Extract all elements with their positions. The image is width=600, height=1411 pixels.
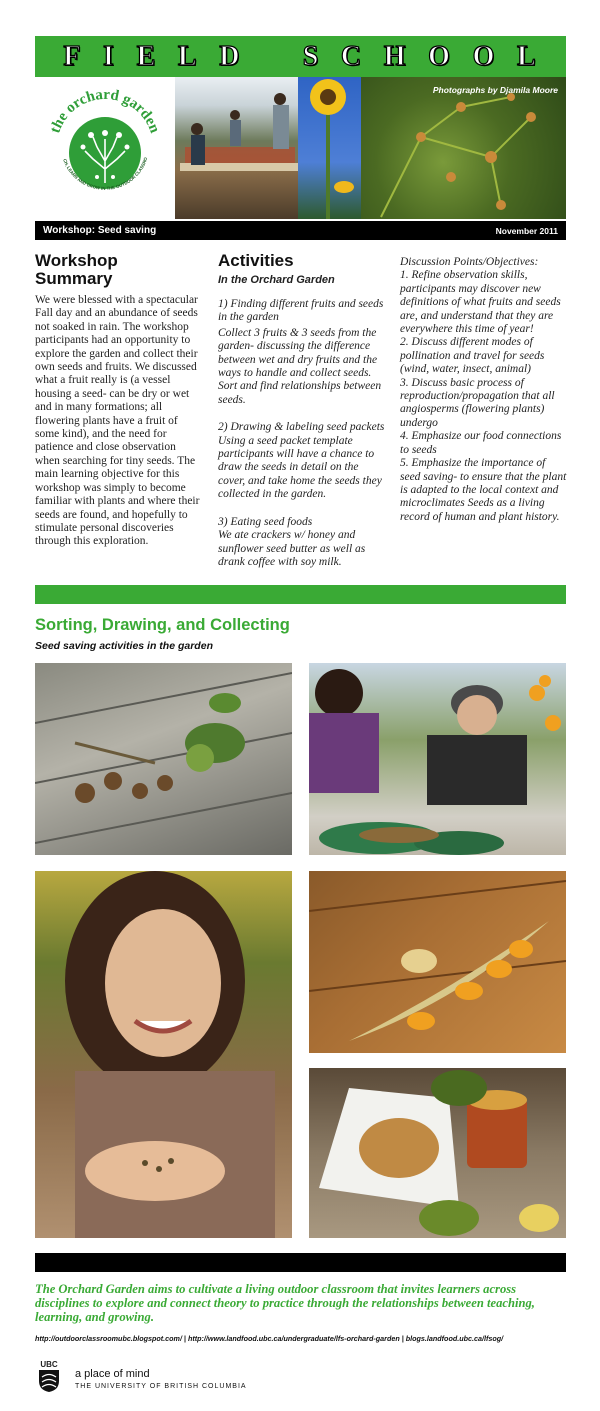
discussion-point-1: 1. Refine observation skills, participants may discover new definitions of what fruits and seeds are, and understand that they are everywhere this time of year!	[400, 269, 561, 336]
activities-heading: Activities	[218, 251, 294, 270]
title-bar	[35, 36, 566, 77]
activities-subheading: In the Orchard Garden	[218, 274, 335, 286]
ubc-slogan: a place of mind	[75, 1368, 150, 1380]
mission-statement: The Orchard Garden aims to cultivate a living outdoor classroom that invites learners across disciplines to explore and connect theory to practice through the relationships between teaching, learning, and growing.	[35, 1282, 535, 1324]
discussion-column	[400, 256, 568, 524]
orchard-garden-logo	[35, 77, 175, 219]
sunflower-photo	[298, 77, 361, 219]
ubc-name: THE UNIVERSITY OF BRITISH COLUMBIA	[75, 1383, 247, 1390]
logo-tagline: CH, LEARN AND GROW IN THE OUTDOOR CLASSRO	[62, 156, 149, 191]
issue-date: November 2011	[495, 225, 558, 236]
seeds-on-table-photo	[35, 663, 292, 855]
activity-3: 3) Eating seed foods We ate crackers w/ honey and sunflower seed butter as well as drank coffee with soy milk.	[218, 515, 366, 568]
ubc-signature	[35, 1360, 247, 1398]
summary-heading: Workshop Summary	[35, 251, 118, 288]
discussion-point-5: 5. Emphasize the importance of seed saving- to ensure that the plant is adapted to the local context and microclimates Seeds as a living record of human and plant history.	[400, 457, 567, 523]
gallery-title: Sorting, Drawing, and Collecting	[35, 616, 290, 634]
activity-1: 1) Finding different fruits and seeds in the garden Collect 3 fruits & 3 seeds from the garden- discussing the difference between wet and dry fruits and the ways to handle and collect seeds. Sort and find relationships between seeds.	[218, 298, 384, 406]
green-divider	[35, 585, 566, 604]
discussion-point-3: 3. Discuss basic process of reproduction/propagation that all angiosperms (flowering plants) undergo	[400, 376, 555, 429]
footer-links[interactable]: http://outdoorclassroomubc.blogspot.com/ | http://www.landfood.ubc.ca/undergraduate/lfs-orchard-garden | blogs.landfood.ubc.ca/lfsog/	[35, 1334, 504, 1343]
gallery-subtitle: Seed saving activities in the garden	[35, 640, 213, 652]
workshop-label: Workshop: Seed saving	[43, 225, 157, 236]
ubc-crest: UBC	[35, 1360, 63, 1398]
logo-title: the orchard garden	[47, 86, 163, 136]
woman-holding-seeds-photo	[35, 871, 292, 1238]
seed-pods-photo	[361, 77, 566, 219]
activity-2: 2) Drawing & labeling seed packets Using a seed packet template participants will have a chance to draw the seeds in detail on the cover, and take home the seeds they collected in the garden.	[218, 421, 385, 501]
ubc-shield-icon	[38, 1369, 60, 1393]
participants-sorting-photo	[309, 663, 566, 855]
page-title: F I E L D S C H O O L	[63, 40, 538, 72]
seed-foods-photo	[309, 1068, 566, 1238]
bean-pod-photo	[309, 871, 566, 1053]
photo-credit: Photographs by Djamila Moore	[432, 85, 558, 95]
summary-column	[35, 252, 203, 549]
garden-workers-photo	[175, 77, 298, 219]
header-banner	[35, 77, 566, 219]
discussion-point-2: 2. Discuss different modes of pollination and travel for seeds (wind, water, insect, animal)	[400, 336, 545, 376]
discussion-point-4: 4. Emphasize our food connections to seeds	[400, 430, 562, 456]
tree-logo-icon	[35, 77, 175, 219]
activities-column	[218, 252, 386, 569]
workshop-bar	[35, 221, 566, 240]
summary-body: We were blessed with a spectacular Fall day and an abundance of seeds not soaked in rain. The workshop participants had an opportunity to explore the garden and collect their own seeds and fruits. We discussed what a fruit really is (a vessel housing a seed- can be dry or wet and in many formations; all flowering plants have a fruit of some kind), and the need for patience and close observation when searching for tiny seeds. The main learning objective for this workshop was simply to become familiar with plants and where their seeds are found, and hopefully to stimulate personal discoveries through this exploration.	[35, 294, 200, 548]
footer-black-bar	[35, 1253, 566, 1272]
discussion-heading: Discussion Points/Objectives:	[400, 256, 539, 268]
